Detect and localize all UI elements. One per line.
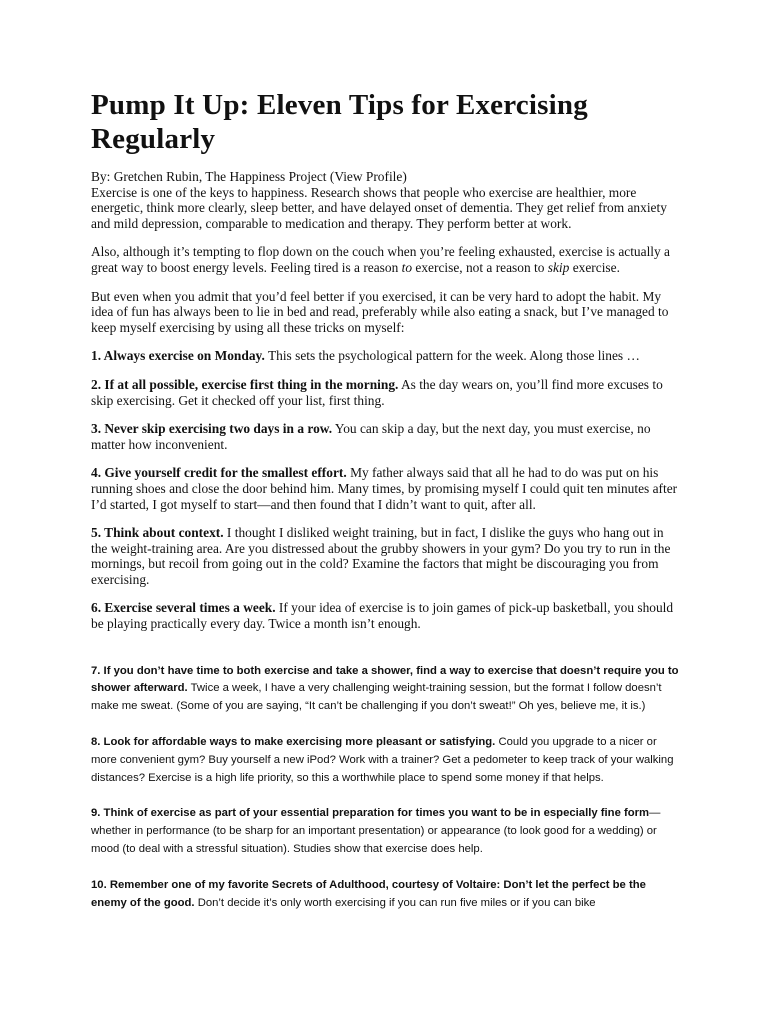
article-body-serif	[91, 169, 681, 632]
tip-9: 9. Think of exercise as part of your essential preparation for times you want to be in especially fine form—whether in performance (to be sharp for an important presentation) or appearance (to look good for a wedding) or mood (to deal with a stressful situation). Studies show that exercise does help.	[91, 807, 661, 856]
tip-2: 2. If at all possible, exercise first thing in the morning. As the day wears on, you’ll find more excuses to skip exercising. Get it checked off your list, first thing.	[91, 376, 663, 408]
article-body-sans	[91, 663, 681, 913]
intro-paragraph: Exercise is one of the keys to happiness. Research shows that people who exercise are healthier, more energetic, think more clearly, sleep better, and have delayed onset of dementia. They get relief from anxiety and mild depression, comparable to medication and therapy. They perform better at work.	[91, 184, 667, 231]
tip-10: 10. Remember one of my favorite Secrets of Adulthood, courtesy of Voltaire: Don’t let the perfect be the enemy of the good. Don’t decide it’s only worth exercising if you can run five miles or if you can bike	[91, 878, 646, 909]
document-page	[91, 88, 681, 930]
tip-6: 6. Exercise several times a week. If your idea of exercise is to join games of pick-up basketball, you should be playing practically every day. Twice a month isn’t enough.	[91, 600, 674, 632]
tip-4: 4. Give yourself credit for the smallest effort. My father always said that all he had to do was put on his running shoes and close the door behind him. Many times, by promising myself I could quit ten minutes after I’d started, I got myself to start—and then found that I didn’t want to quit, after all.	[91, 465, 678, 512]
tip-3: 3. Never skip exercising two days in a row. You can skip a day, but the next day, you must exercise, no matter how inconvenient.	[91, 421, 651, 452]
byline: By: Gretchen Rubin, The Happiness Project (View Profile)	[91, 169, 407, 184]
tip-1: 1. Always exercise on Monday. This sets the psychological pattern for the week. Along those lines …	[91, 348, 640, 364]
paragraph-habit: But even when you admit that you’d feel better if you exercised, it can be very hard to adopt the habit. My idea of fun has always been to lie in bed and read, preferably while also eating a snack, but I’ve managed to keep myself exercising by using all these tricks on myself:	[91, 288, 669, 335]
tip-5: 5. Think about context. I thought I disliked weight training, but in fact, I dislike the guys who hang out in the weight-training area. Are you distressed about the grubby showers in your gym? Do you try to run in the mornings, but recoil from going out in the cold? Examine the factors that might be discouraging you from exercising.	[91, 525, 671, 587]
tip-7: 7. If you don’t have time to both exercise and take a shower, find a way to exercise that doesn’t require you to shower afterward. Twice a week, I have a very challenging weight-training session, but the format I follow doesn’t make me sweat. (Some of you are saying, “It can’t be challenging if you don’t sweat!” Oh yes, believe me, it is.)	[91, 664, 679, 713]
tip-8: 8. Look for affordable ways to make exercising more pleasant or satisfying. Could you upgrade to a nicer or more convenient gym? Buy yourself a new iPod? Work with a trainer? Get a pedometer to keep track of your walking distances? Exercise is a high life priority, so this a worthwhile place to spend some money if that helps.	[91, 736, 674, 784]
article-title: Pump It Up: Eleven Tips for Exercising Regularly	[91, 89, 588, 155]
paragraph-energy: Also, although it’s tempting to flop down on the couch when you’re feeling exhausted, exercise is actually a great way to boost energy levels. Feeling tired is a reason to exercise, not a reason to skip exercise.	[91, 244, 670, 275]
